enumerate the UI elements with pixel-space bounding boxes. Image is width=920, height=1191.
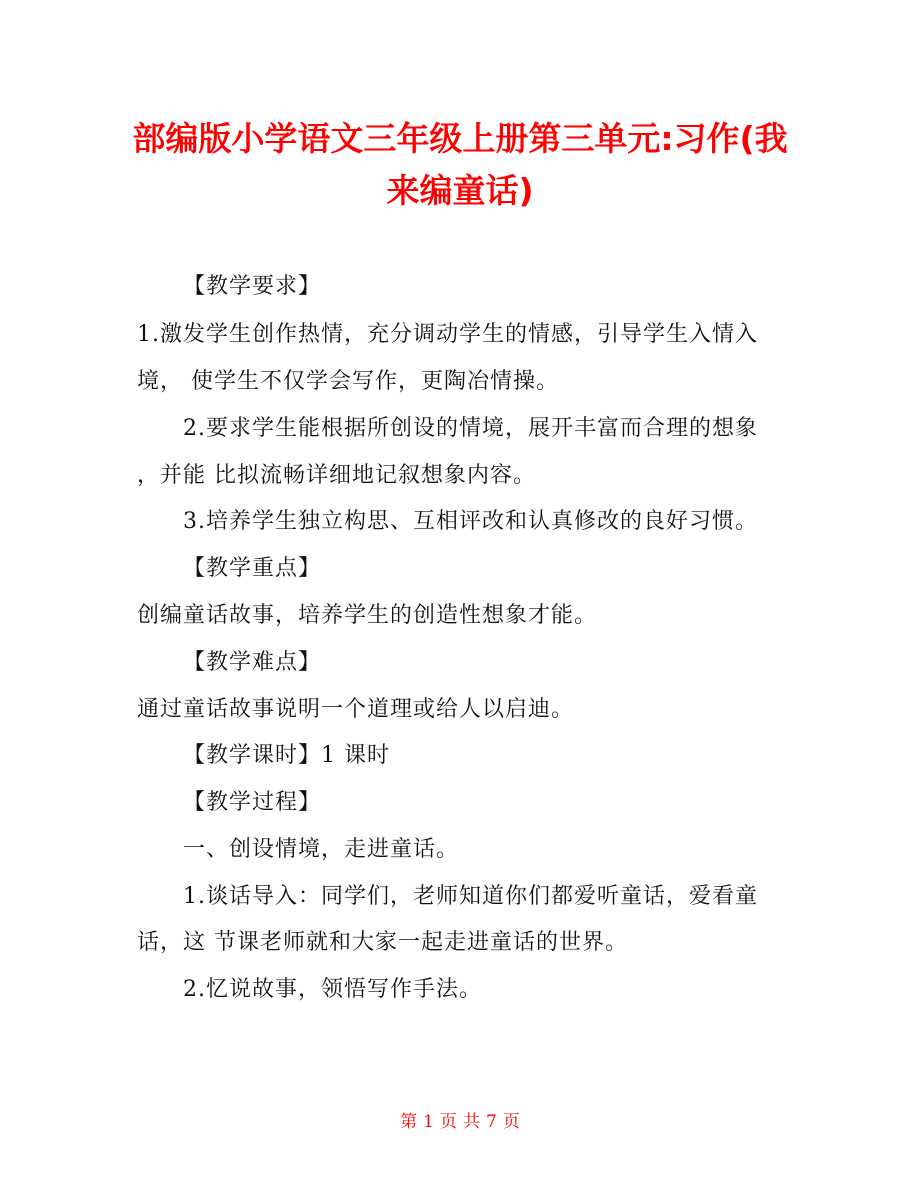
section-heading-requirements: 【教学要求】 — [183, 274, 322, 299]
paragraph-line: 1.激发学生创作热情，充分调动学生的情感，引导学生入情入 — [137, 322, 758, 347]
section-heading-difficulties: 【教学难点】 — [183, 650, 322, 675]
paragraph-line: 创编童话故事，培养学生的创造性想象才能。 — [137, 603, 598, 628]
paragraph-line: ，并能 比拟流畅详细地记叙想象内容。 — [137, 463, 536, 488]
footer-page-current: 1 — [423, 1112, 434, 1132]
section-heading-key-points: 【教学重点】 — [183, 556, 322, 581]
paragraph-line: 2.忆说故事，领悟写作手法。 — [183, 977, 482, 1002]
footer-page-mid: 页 — [440, 1112, 457, 1132]
paragraph-line: 3.培养学生独立构思、互相评改和认真修改的良好习惯。 — [183, 509, 758, 534]
footer-page-prefix: 第 — [400, 1112, 418, 1132]
paragraph-line: 话，这 节课老师就和大家一起走进童话的世界。 — [137, 930, 628, 955]
paragraph-line: 通过童话故事说明一个道理或给人以启迪。 — [137, 697, 575, 722]
section-heading-class-hours: 【教学课时】1 课时 — [183, 743, 390, 768]
footer-total-prefix: 共 — [463, 1112, 480, 1132]
page-footer — [0, 1114, 920, 1131]
paragraph-line: 一、创设情境，走进童话。 — [183, 837, 460, 862]
footer-page-suffix: 页 — [502, 1112, 520, 1132]
section-heading-process: 【教学过程】 — [183, 790, 322, 815]
paragraph-line: 境， 使学生不仅学会写作，更陶冶情操。 — [137, 369, 559, 394]
paragraph-line: 2.要求学生能根据所创设的情境，展开丰富而合理的想象 — [183, 416, 758, 441]
paragraph-line: 1.谈话导入：同学们，老师知道你们都爱听童话，爱看童 — [183, 884, 758, 909]
footer-page-total: 7 — [486, 1112, 497, 1132]
document-title-line-2: 来编童话) — [386, 171, 534, 210]
document-title-line-1: 部编版小学语文三年级上册第三单元:习作(我 — [132, 119, 788, 158]
